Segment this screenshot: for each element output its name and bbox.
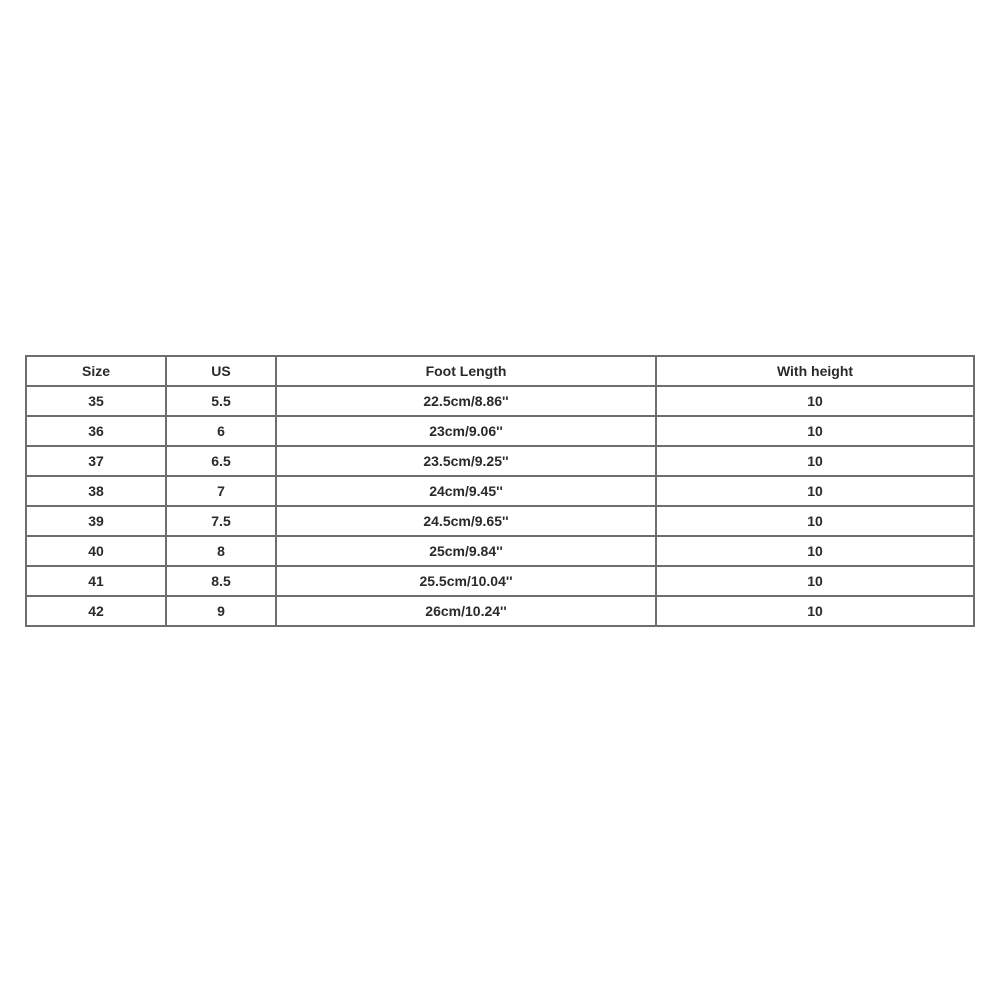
table-row xyxy=(26,446,974,476)
cell-foot-length: 24.5cm/9.65'' xyxy=(276,506,656,536)
cell-foot-length: 25.5cm/10.04'' xyxy=(276,566,656,596)
cell-foot-length: 26cm/10.24'' xyxy=(276,596,656,626)
cell-us: 7.5 xyxy=(166,506,276,536)
cell-size: 41 xyxy=(26,566,166,596)
cell-with-height: 10 xyxy=(656,566,974,596)
cell-with-height: 10 xyxy=(656,536,974,566)
cell-foot-length: 22.5cm/8.86'' xyxy=(276,386,656,416)
table-row xyxy=(26,506,974,536)
header-with-height: With height xyxy=(656,356,974,386)
header-us: US xyxy=(166,356,276,386)
cell-with-height: 10 xyxy=(656,416,974,446)
size-chart-table xyxy=(25,355,975,627)
cell-size: 37 xyxy=(26,446,166,476)
cell-us: 7 xyxy=(166,476,276,506)
cell-foot-length: 23cm/9.06'' xyxy=(276,416,656,446)
cell-us: 6 xyxy=(166,416,276,446)
table-row xyxy=(26,476,974,506)
cell-with-height: 10 xyxy=(656,446,974,476)
cell-foot-length: 25cm/9.84'' xyxy=(276,536,656,566)
cell-with-height: 10 xyxy=(656,476,974,506)
cell-us: 8.5 xyxy=(166,566,276,596)
cell-foot-length: 23.5cm/9.25'' xyxy=(276,446,656,476)
cell-us: 8 xyxy=(166,536,276,566)
table-row xyxy=(26,416,974,446)
table-row xyxy=(26,596,974,626)
table-row xyxy=(26,386,974,416)
cell-size: 42 xyxy=(26,596,166,626)
cell-with-height: 10 xyxy=(656,506,974,536)
cell-with-height: 10 xyxy=(656,386,974,416)
cell-foot-length: 24cm/9.45'' xyxy=(276,476,656,506)
cell-size: 39 xyxy=(26,506,166,536)
cell-size: 35 xyxy=(26,386,166,416)
table-header-row xyxy=(26,356,974,386)
cell-us: 6.5 xyxy=(166,446,276,476)
header-size: Size xyxy=(26,356,166,386)
header-foot-length: Foot Length xyxy=(276,356,656,386)
cell-us: 9 xyxy=(166,596,276,626)
cell-size: 40 xyxy=(26,536,166,566)
table-row xyxy=(26,566,974,596)
table-row xyxy=(26,536,974,566)
cell-size: 38 xyxy=(26,476,166,506)
cell-size: 36 xyxy=(26,416,166,446)
cell-us: 5.5 xyxy=(166,386,276,416)
cell-with-height: 10 xyxy=(656,596,974,626)
